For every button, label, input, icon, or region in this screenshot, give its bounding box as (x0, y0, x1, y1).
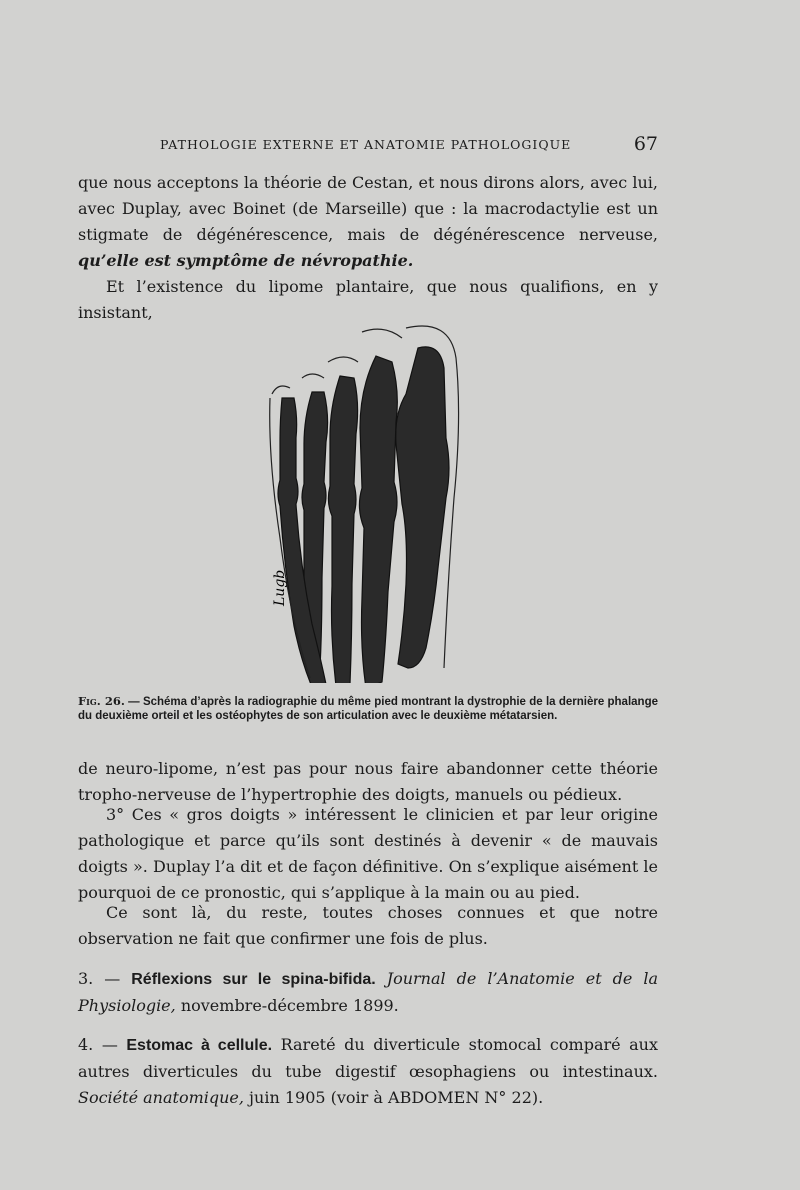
item-4-text: Rareté du diverticule stomocal comparé aux autres diverticules du tube digestif œsophagiens ou intestinaux. (78, 1035, 659, 1081)
item-3-journal: Journal de l’Anatomie et de la Physiologie, (78, 969, 658, 1015)
item-4-journal: Société anatomique, (78, 1088, 244, 1107)
paragraph-1-italic: qu’elle est symptôme de névropathie. (78, 251, 414, 270)
artist-signature: Lugb (272, 569, 288, 606)
paragraph-2: Et l’existence du lipome plantaire, que nous qualifions, en y insistant, (78, 277, 658, 322)
paragraph-4: 3° Ces « gros doigts » intéressent le clinicien et par leur origine pathologique et parce qu’ils sont destinés à devenir « de mauvais doigts ». Duplay l’a dit et de façon définitive. On s’explique aisément le pourquoi de ce pronostic, qui s’applique à la main ou au pied. (78, 805, 658, 902)
paragraph-1-text: que nous acceptons la théorie de Cestan, et nous dirons alors, avec lui, avec Duplay, avec Boinet (de Marseille) que : la macrodactylie est un stigmate de dégénérescence, mais de dégénérescence nerveuse, (78, 173, 658, 244)
paragraph-3: de neuro-lipome, n’est pas pour nous faire abandonner cette théorie tropho-nerveuse de l’hypertrophie des doigts, manuels ou pédieux. (78, 759, 658, 804)
item-4-title: Estomac à cellule. (126, 1037, 273, 1054)
page-number: 67 (633, 133, 658, 155)
caption-text: — Schéma d’après la radiographie du même pied montrant la dystrophie de la dernière phalange du deuxième orteil et les ostéophytes de son articulation avec le deuxième métatarsien. (78, 696, 658, 722)
item-4-date: juin 1905 (voir à ABDOMEN N° 22). (243, 1088, 544, 1107)
item-4-number: 4. — (78, 1035, 127, 1054)
running-title: PATHOLOGIE EXTERNE ET ANATOMIE PATHOLOGIQUE (160, 137, 572, 152)
paragraph-1 (78, 170, 658, 274)
paragraph-5: Ce sont là, du reste, toutes choses connues et que notre observation ne fait que confirmer une fois de plus. (78, 903, 658, 948)
bibliography-item-3 (78, 966, 658, 1019)
page-header (78, 133, 658, 157)
item-3-date: novembre-décembre 1899. (175, 996, 399, 1015)
item-3-title: Réflexions sur le spina-bifida. (131, 971, 376, 988)
item-3-number: 3. — (78, 969, 132, 988)
big-toe-bones (396, 347, 449, 668)
third-toe-bones (328, 376, 357, 683)
second-toe-bones (359, 356, 397, 683)
figure-label: Fig. 26. (78, 694, 125, 708)
bibliography-item-4 (78, 1032, 658, 1111)
foot-radiograph-figure (258, 318, 468, 683)
figure-caption (78, 694, 658, 723)
